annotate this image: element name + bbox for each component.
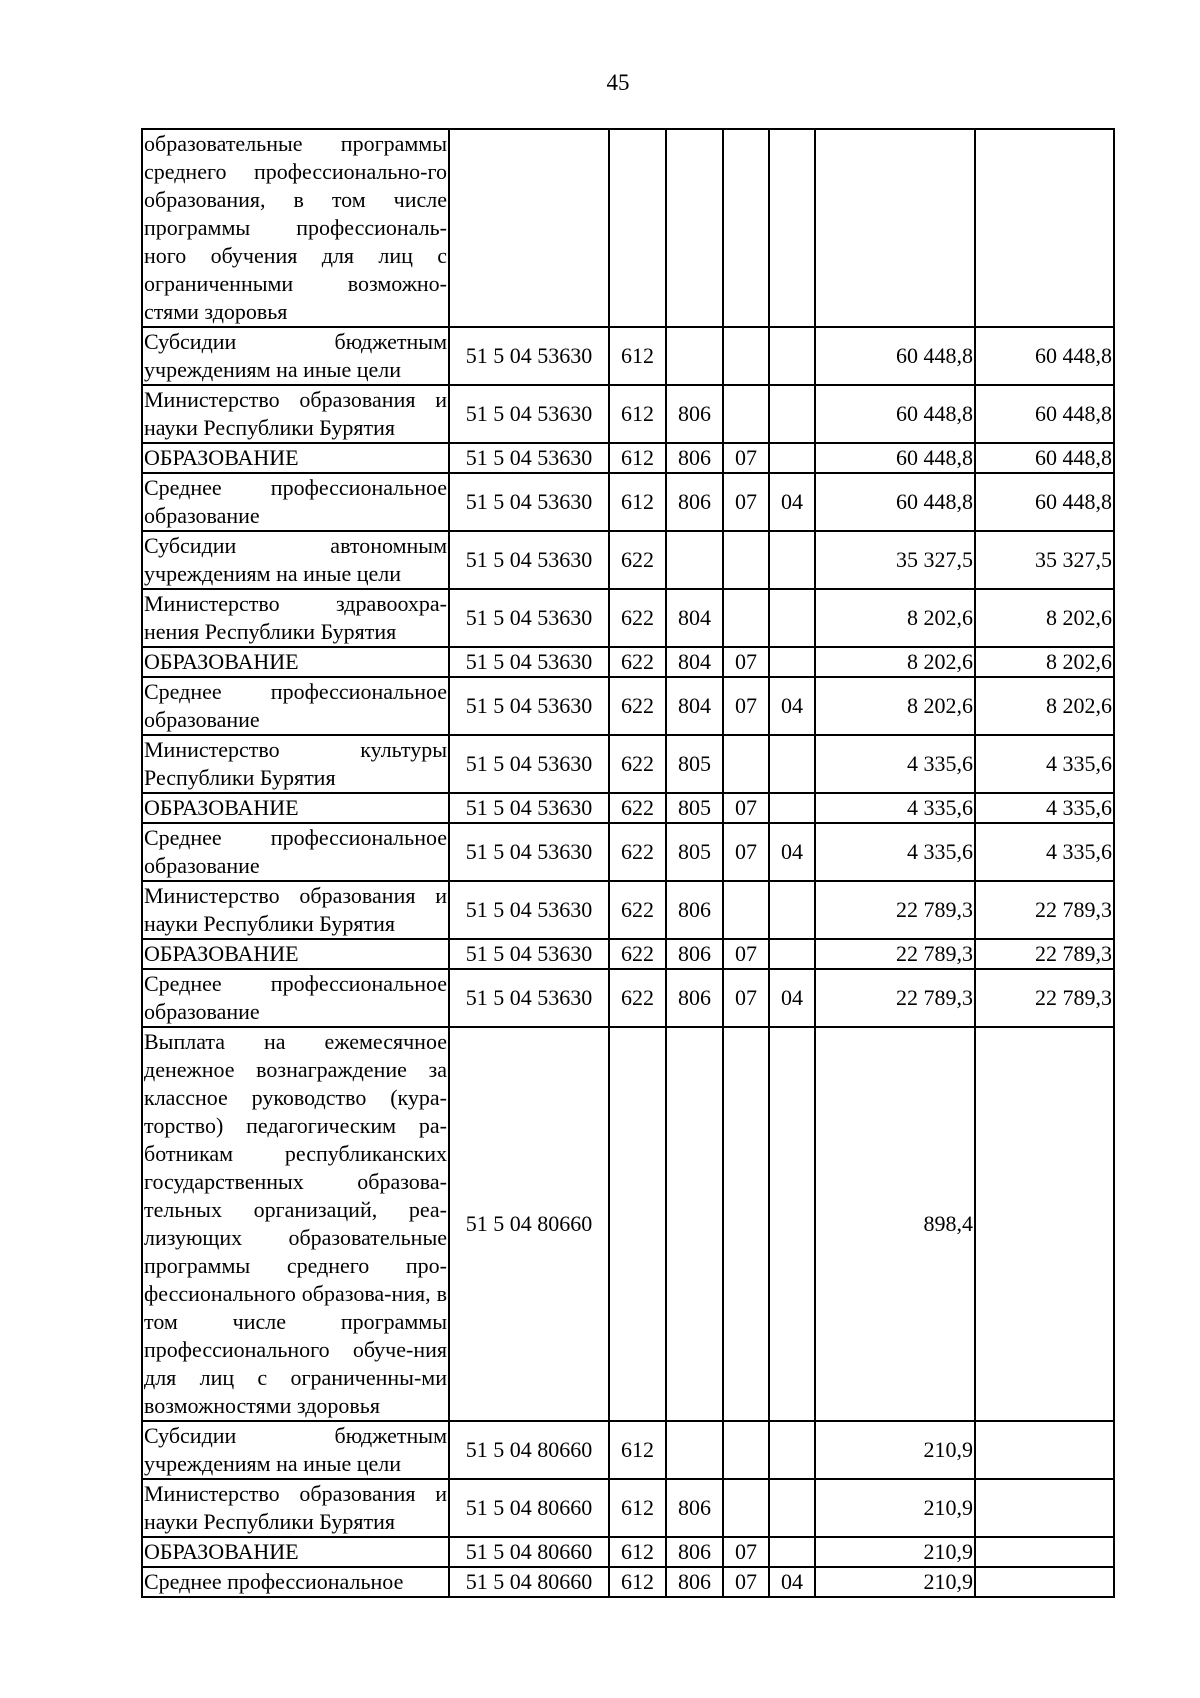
row-code-cell: 51 5 04 53630 (449, 647, 609, 677)
row-pr-cell: 04 (769, 969, 815, 1027)
row-pr-cell (769, 327, 815, 385)
row-pr-cell (769, 1421, 815, 1479)
row-gr-cell: 806 (666, 1537, 723, 1567)
row-sum2-cell: 35 327,5 (975, 531, 1114, 589)
table-row (142, 1567, 1114, 1597)
row-sum1-cell: 60 448,8 (815, 443, 975, 473)
row-gr-cell: 805 (666, 793, 723, 823)
row-rz-cell: 07 (723, 793, 769, 823)
row-code-cell (449, 129, 609, 327)
row-pr-cell (769, 1027, 815, 1421)
row-vr-cell: 612 (609, 1479, 666, 1537)
row-code-cell: 51 5 04 53630 (449, 735, 609, 793)
row-code-cell: 51 5 04 80660 (449, 1537, 609, 1567)
row-rz-cell (723, 735, 769, 793)
row-code-cell: 51 5 04 53630 (449, 793, 609, 823)
row-code-cell: 51 5 04 80660 (449, 1567, 609, 1597)
row-sum2-cell (975, 129, 1114, 327)
row-gr-cell (666, 531, 723, 589)
row-gr-cell: 805 (666, 823, 723, 881)
row-code-cell: 51 5 04 53630 (449, 823, 609, 881)
row-pr-cell (769, 129, 815, 327)
row-sum1-cell: 8 202,6 (815, 589, 975, 647)
row-pr-cell: 04 (769, 677, 815, 735)
row-gr-cell: 806 (666, 1479, 723, 1537)
row-sum1-cell: 4 335,6 (815, 735, 975, 793)
budget-table (141, 128, 1115, 1598)
row-code-cell: 51 5 04 53630 (449, 939, 609, 969)
row-code-cell: 51 5 04 53630 (449, 443, 609, 473)
row-sum1-cell: 898,4 (815, 1027, 975, 1421)
row-rz-cell: 07 (723, 1567, 769, 1597)
row-gr-cell: 806 (666, 443, 723, 473)
row-pr-cell (769, 881, 815, 939)
row-name-cell: Субсидии автономным учреждениям на иные цели (142, 531, 449, 589)
row-code-cell: 51 5 04 53630 (449, 327, 609, 385)
row-gr-cell: 806 (666, 881, 723, 939)
row-sum1-cell: 8 202,6 (815, 677, 975, 735)
row-vr-cell: 612 (609, 385, 666, 443)
row-gr-cell: 805 (666, 735, 723, 793)
row-rz-cell: 07 (723, 443, 769, 473)
row-sum2-cell (975, 1537, 1114, 1567)
row-vr-cell: 622 (609, 823, 666, 881)
table-row (142, 939, 1114, 969)
row-name-cell: Среднее профессиональное образование (142, 969, 449, 1027)
row-gr-cell (666, 327, 723, 385)
row-vr-cell: 622 (609, 793, 666, 823)
row-sum2-cell: 60 448,8 (975, 385, 1114, 443)
row-sum1-cell: 210,9 (815, 1479, 975, 1537)
row-sum2-cell: 8 202,6 (975, 677, 1114, 735)
row-sum2-cell (975, 1421, 1114, 1479)
table-row (142, 823, 1114, 881)
table-row (142, 735, 1114, 793)
row-name-cell: Среднее профессиональное образование (142, 677, 449, 735)
row-code-cell: 51 5 04 53630 (449, 677, 609, 735)
row-gr-cell: 804 (666, 677, 723, 735)
row-rz-cell (723, 881, 769, 939)
row-sum1-cell: 35 327,5 (815, 531, 975, 589)
row-name-cell: Министерство здравоохра-нения Республики Бурятия (142, 589, 449, 647)
row-sum1-cell: 22 789,3 (815, 939, 975, 969)
row-sum1-cell (815, 129, 975, 327)
row-name-cell: Министерство образования и науки Республики Бурятия (142, 1479, 449, 1537)
row-code-cell: 51 5 04 80660 (449, 1421, 609, 1479)
row-pr-cell (769, 735, 815, 793)
row-sum2-cell: 60 448,8 (975, 327, 1114, 385)
table-row (142, 129, 1114, 327)
row-vr-cell (609, 129, 666, 327)
row-sum2-cell (975, 1027, 1114, 1421)
row-code-cell: 51 5 04 53630 (449, 385, 609, 443)
row-name-cell: Среднее профессиональное образование (142, 473, 449, 531)
row-pr-cell: 04 (769, 473, 815, 531)
row-sum2-cell (975, 1567, 1114, 1597)
row-sum1-cell: 60 448,8 (815, 327, 975, 385)
row-vr-cell: 622 (609, 531, 666, 589)
row-pr-cell (769, 939, 815, 969)
row-vr-cell: 622 (609, 939, 666, 969)
row-code-cell: 51 5 04 80660 (449, 1479, 609, 1537)
row-name-cell: ОБРАЗОВАНИЕ (142, 1537, 449, 1567)
row-name-cell: ОБРАЗОВАНИЕ (142, 793, 449, 823)
row-sum2-cell: 22 789,3 (975, 939, 1114, 969)
row-vr-cell: 612 (609, 327, 666, 385)
row-name-cell: Выплата на ежемесячное денежное вознаграждение за классное руководство (кура-торство) педагогическим ра-ботникам республиканских государственных образова-тельных организаций, реа-лизующих образовательные программы среднего про-фессионального образова-ния, в том числе программы профессионального обуче-ния для лиц с ограниченны-ми возможностями здоровья (142, 1027, 449, 1421)
row-vr-cell: 612 (609, 443, 666, 473)
row-sum2-cell: 4 335,6 (975, 735, 1114, 793)
row-sum1-cell: 210,9 (815, 1421, 975, 1479)
row-rz-cell: 07 (723, 473, 769, 531)
row-sum2-cell: 60 448,8 (975, 443, 1114, 473)
row-vr-cell: 612 (609, 473, 666, 531)
row-name-cell: Субсидии бюджетным учреждениям на иные цели (142, 327, 449, 385)
table-row (142, 385, 1114, 443)
row-vr-cell: 622 (609, 881, 666, 939)
row-sum1-cell: 60 448,8 (815, 473, 975, 531)
row-sum1-cell: 22 789,3 (815, 969, 975, 1027)
row-name-cell: Министерство образования и науки Республики Бурятия (142, 881, 449, 939)
row-gr-cell: 806 (666, 1567, 723, 1597)
row-rz-cell (723, 531, 769, 589)
row-pr-cell (769, 385, 815, 443)
row-gr-cell: 806 (666, 385, 723, 443)
row-gr-cell (666, 1421, 723, 1479)
row-sum2-cell: 4 335,6 (975, 793, 1114, 823)
table-row (142, 793, 1114, 823)
page-number: 45 (606, 70, 630, 95)
row-vr-cell: 622 (609, 647, 666, 677)
row-pr-cell: 04 (769, 1567, 815, 1597)
row-pr-cell (769, 443, 815, 473)
table-row (142, 1027, 1114, 1421)
row-rz-cell (723, 1479, 769, 1537)
row-pr-cell (769, 1479, 815, 1537)
row-sum1-cell: 4 335,6 (815, 793, 975, 823)
row-vr-cell: 622 (609, 589, 666, 647)
row-sum2-cell: 22 789,3 (975, 969, 1114, 1027)
row-code-cell: 51 5 04 53630 (449, 969, 609, 1027)
table-row (142, 531, 1114, 589)
row-name-cell: Среднее профессиональное (142, 1567, 449, 1597)
row-pr-cell (769, 1537, 815, 1567)
row-rz-cell: 07 (723, 939, 769, 969)
row-pr-cell (769, 647, 815, 677)
row-vr-cell: 612 (609, 1567, 666, 1597)
row-sum1-cell: 210,9 (815, 1537, 975, 1567)
row-rz-cell: 07 (723, 823, 769, 881)
row-sum2-cell: 60 448,8 (975, 473, 1114, 531)
table-row (142, 589, 1114, 647)
table-row (142, 1537, 1114, 1567)
row-name-cell: Министерство образования и науки Республики Бурятия (142, 385, 449, 443)
row-rz-cell: 07 (723, 969, 769, 1027)
table-row (142, 881, 1114, 939)
row-name-cell: ОБРАЗОВАНИЕ (142, 939, 449, 969)
row-pr-cell (769, 589, 815, 647)
row-gr-cell (666, 129, 723, 327)
row-gr-cell: 806 (666, 969, 723, 1027)
table-body (142, 129, 1114, 1597)
table-row (142, 327, 1114, 385)
row-sum1-cell: 60 448,8 (815, 385, 975, 443)
table-row (142, 647, 1114, 677)
row-vr-cell: 612 (609, 1537, 666, 1567)
row-sum2-cell: 8 202,6 (975, 647, 1114, 677)
row-rz-cell (723, 1421, 769, 1479)
row-sum1-cell: 210,9 (815, 1567, 975, 1597)
row-rz-cell (723, 1027, 769, 1421)
table-row (142, 473, 1114, 531)
row-sum1-cell: 4 335,6 (815, 823, 975, 881)
row-pr-cell: 04 (769, 823, 815, 881)
table-row (142, 969, 1114, 1027)
row-gr-cell (666, 1027, 723, 1421)
row-rz-cell: 07 (723, 647, 769, 677)
row-sum2-cell: 4 335,6 (975, 823, 1114, 881)
table-row (142, 1479, 1114, 1537)
row-sum2-cell: 8 202,6 (975, 589, 1114, 647)
table-row (142, 1421, 1114, 1479)
row-rz-cell (723, 327, 769, 385)
row-rz-cell: 07 (723, 1537, 769, 1567)
table-row (142, 677, 1114, 735)
row-gr-cell: 806 (666, 939, 723, 969)
row-gr-cell: 804 (666, 589, 723, 647)
row-name-cell: образовательные программы среднего профессионально-го образования, в том числе программы профессиональ-ного обучения для лиц с ограниченными возможно-стями здоровья (142, 129, 449, 327)
row-name-cell: ОБРАЗОВАНИЕ (142, 443, 449, 473)
row-name-cell: ОБРАЗОВАНИЕ (142, 647, 449, 677)
row-name-cell: Субсидии бюджетным учреждениям на иные цели (142, 1421, 449, 1479)
row-sum1-cell: 22 789,3 (815, 881, 975, 939)
row-pr-cell (769, 793, 815, 823)
row-rz-cell: 07 (723, 677, 769, 735)
row-sum1-cell: 8 202,6 (815, 647, 975, 677)
row-rz-cell (723, 129, 769, 327)
row-gr-cell: 804 (666, 647, 723, 677)
row-vr-cell: 612 (609, 1421, 666, 1479)
row-pr-cell (769, 531, 815, 589)
row-vr-cell: 622 (609, 969, 666, 1027)
row-code-cell: 51 5 04 53630 (449, 531, 609, 589)
row-code-cell: 51 5 04 80660 (449, 1027, 609, 1421)
row-vr-cell (609, 1027, 666, 1421)
row-sum2-cell (975, 1479, 1114, 1537)
table-row (142, 443, 1114, 473)
row-name-cell: Среднее профессиональное образование (142, 823, 449, 881)
row-code-cell: 51 5 04 53630 (449, 589, 609, 647)
row-code-cell: 51 5 04 53630 (449, 473, 609, 531)
row-rz-cell (723, 589, 769, 647)
row-gr-cell: 806 (666, 473, 723, 531)
row-code-cell: 51 5 04 53630 (449, 881, 609, 939)
row-rz-cell (723, 385, 769, 443)
row-sum2-cell: 22 789,3 (975, 881, 1114, 939)
row-name-cell: Министерство культуры Республики Бурятия (142, 735, 449, 793)
row-vr-cell: 622 (609, 677, 666, 735)
row-vr-cell: 622 (609, 735, 666, 793)
